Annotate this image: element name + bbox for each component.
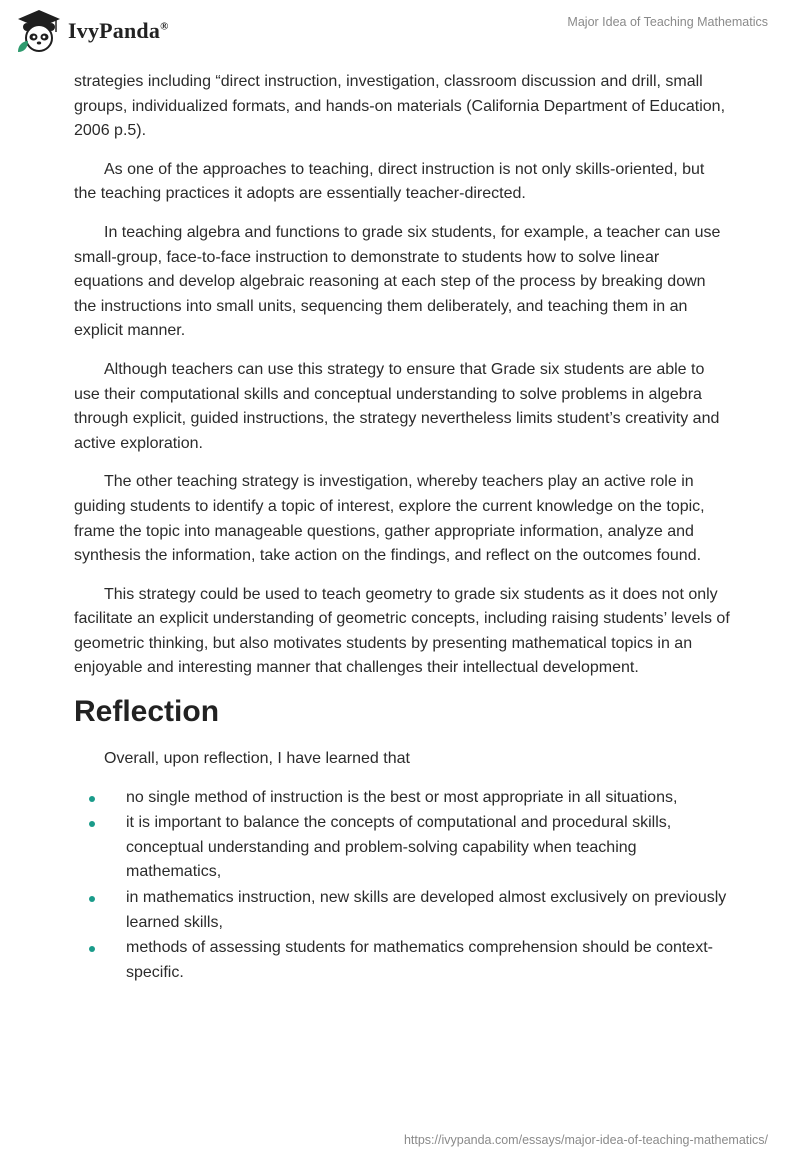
document-title: Major Idea of Teaching Mathematics — [567, 15, 768, 29]
bullet-icon — [89, 796, 95, 802]
bullet-icon — [89, 946, 95, 952]
panda-graduate-icon — [14, 8, 64, 54]
source-url-link[interactable]: https://ivypanda.com/essays/major-idea-of-teaching-mathematics/ — [403, 1133, 768, 1147]
list-item: no single method of instruction is the best or most appropriate in all situations, — [74, 786, 730, 811]
paragraph: In teaching algebra and functions to grade six students, for example, a teacher can use small-group, face-to-face instruction to demonstrate to students how to solve linear equations and develop algebraic reasoning at each step of the process by breaking down the instructions into small units, sequencing them deliberately, and teaching them in an explicit manner. — [74, 223, 721, 340]
paragraph: Although teachers can use this strategy to ensure that Grade six students are able to use their computational skills and conceptual understanding to solve problems in algebra through explicit, guided instructions, the strategy nevertheless limits student’s creativity and active exploration. — [74, 360, 720, 452]
list-item: methods of assessing students for mathematics comprehension should be context-specific. — [74, 936, 730, 985]
section-heading: Reflection — [74, 695, 220, 729]
paragraph: As one of the approaches to teaching, direct instruction is not only skills-oriented, but the teaching practices it adopts are essentially teacher-directed. — [74, 160, 705, 203]
paragraph: The other teaching strategy is investigation, whereby teachers play an active role in guiding students to identify a topic of interest, explore the current knowledge on the topic, frame the topic into manageable questions, gather appropriate information, analyze and synthesis the information, take action on the findings, and reflect on the outcomes found. — [74, 473, 705, 565]
essay-body — [74, 70, 730, 986]
paragraph: This strategy could be used to teach geometry to grade six students as it does not only facilitate an explicit understanding of geometric concepts, including raising students’ levels of geometric thinking, but also motivates students by presenting mathematical topics in an enjoyable and interesting manner that challenges their intellectual development. — [74, 585, 730, 677]
ivypanda-logo[interactable] — [14, 8, 169, 54]
list-item: in mathematics instruction, new skills are developed almost exclusively on previously learned skills, — [74, 886, 730, 935]
reflection-list — [74, 786, 730, 986]
brand-name: IvyPanda® — [68, 18, 169, 43]
bullet-icon — [89, 896, 95, 902]
reflection-intro: Overall, upon reflection, I have learned that — [104, 750, 410, 768]
bullet-icon — [89, 821, 95, 827]
paragraph: strategies including “direct instruction, investigation, classroom discussion and drill, small groups, individualized formats, and hands-on materials (California Department of Education, 2006 p.5). — [74, 73, 726, 140]
list-item: it is important to balance the concepts of computational and procedural skills, conceptual understanding and problem-solving capability when teaching mathematics, — [74, 811, 730, 885]
page-header — [0, 0, 800, 62]
